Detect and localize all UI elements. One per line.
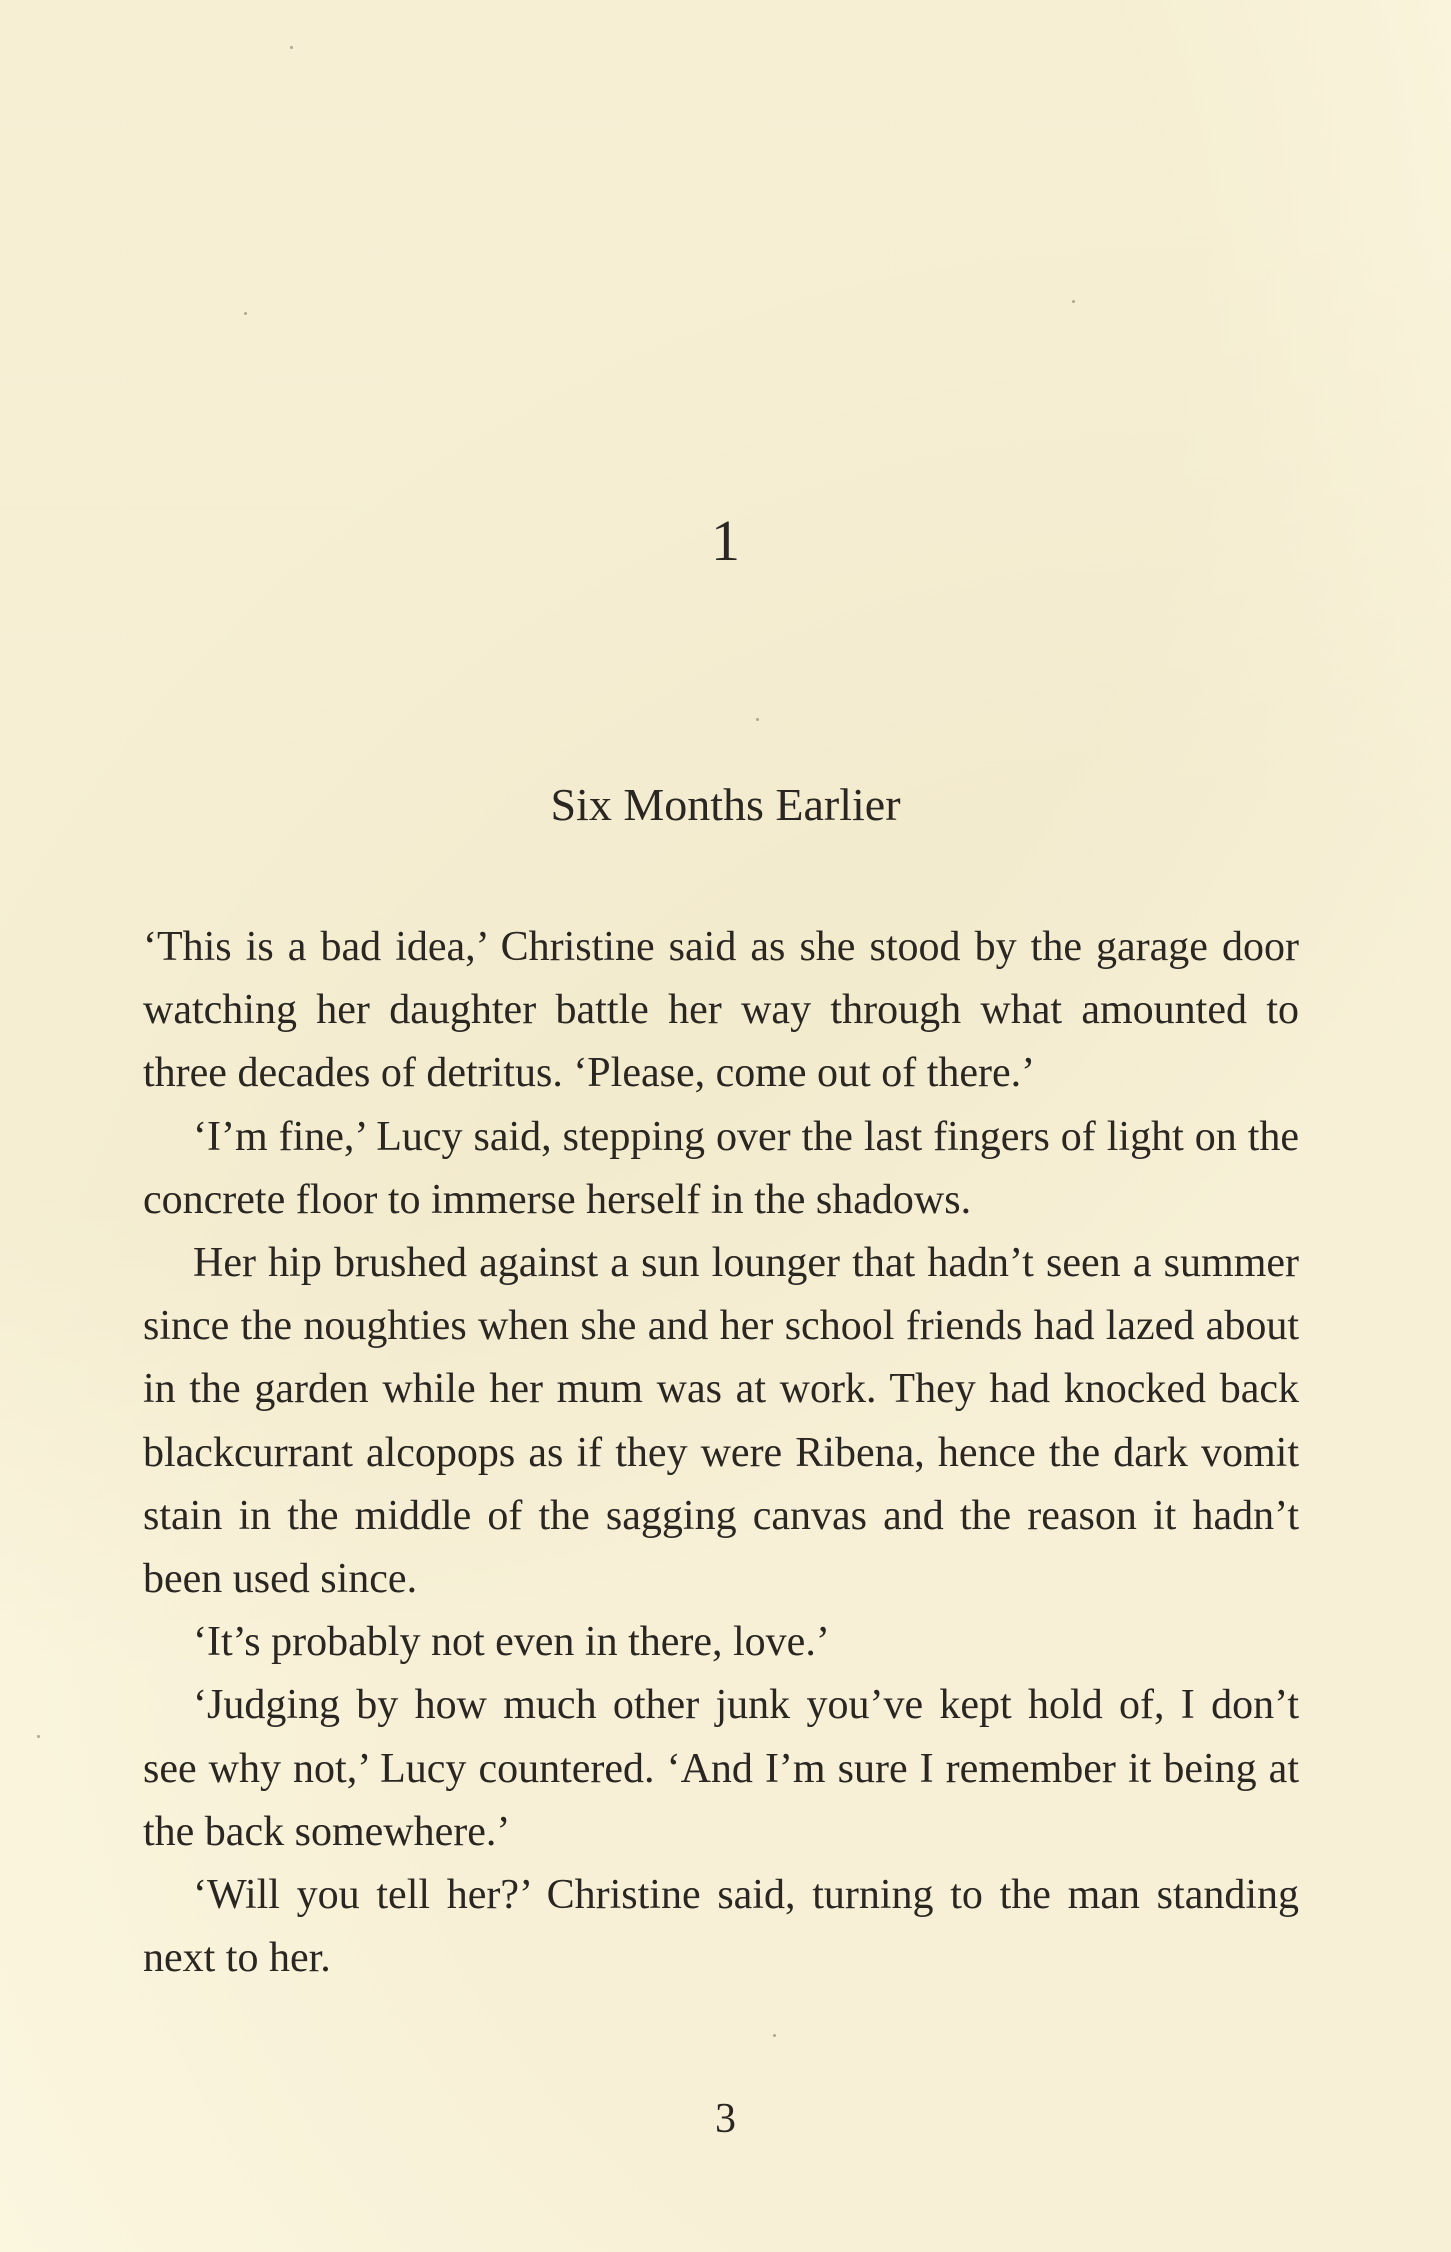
paragraph: ‘Will you tell her?’ Christine said, turning to the man standing next to her. <box>143 1872 1299 1982</box>
chapter-body <box>143 916 1299 1990</box>
paragraph: Her hip brushed against a sun lounger that hadn’t seen a summer since the noughties when she and her school friends had lazed about in the garden while her mum was at work. They had knocked back blackcurrant alcopops as if they were Ribena, hence the dark vomit stain in the middle of the sagging canvas and the reason it hadn’t been used since. <box>143 1240 1299 1603</box>
paragraph: ‘Judging by how much other junk you’ve kept hold of, I don’t see why not,’ Lucy countered. ‘And I’m sure I remember it being at the back somewhere.’ <box>143 1682 1299 1855</box>
paragraph: ‘This is a bad idea,’ Christine said as she stood by the garage door watching her daughter battle her way through what amounted to three decades of detritus. ‘Please, come out of there.’ <box>143 924 1299 1097</box>
chapter-title: Six Months Earlier <box>550 779 901 830</box>
chapter-number: 1 <box>711 508 740 573</box>
paper-speck <box>1072 300 1075 303</box>
paper-speck <box>756 718 759 721</box>
paper-speck <box>773 2034 776 2037</box>
paper-speck <box>290 46 293 49</box>
paper-speck <box>244 312 247 315</box>
page-number: 3 <box>715 2096 736 2142</box>
paper-speck <box>37 1735 40 1738</box>
paragraph: ‘I’m fine,’ Lucy said, stepping over the last fingers of light on the concrete floor to immerse herself in the shadows. <box>143 1113 1299 1223</box>
paragraph: ‘It’s probably not even in there, love.’ <box>193 1619 830 1666</box>
